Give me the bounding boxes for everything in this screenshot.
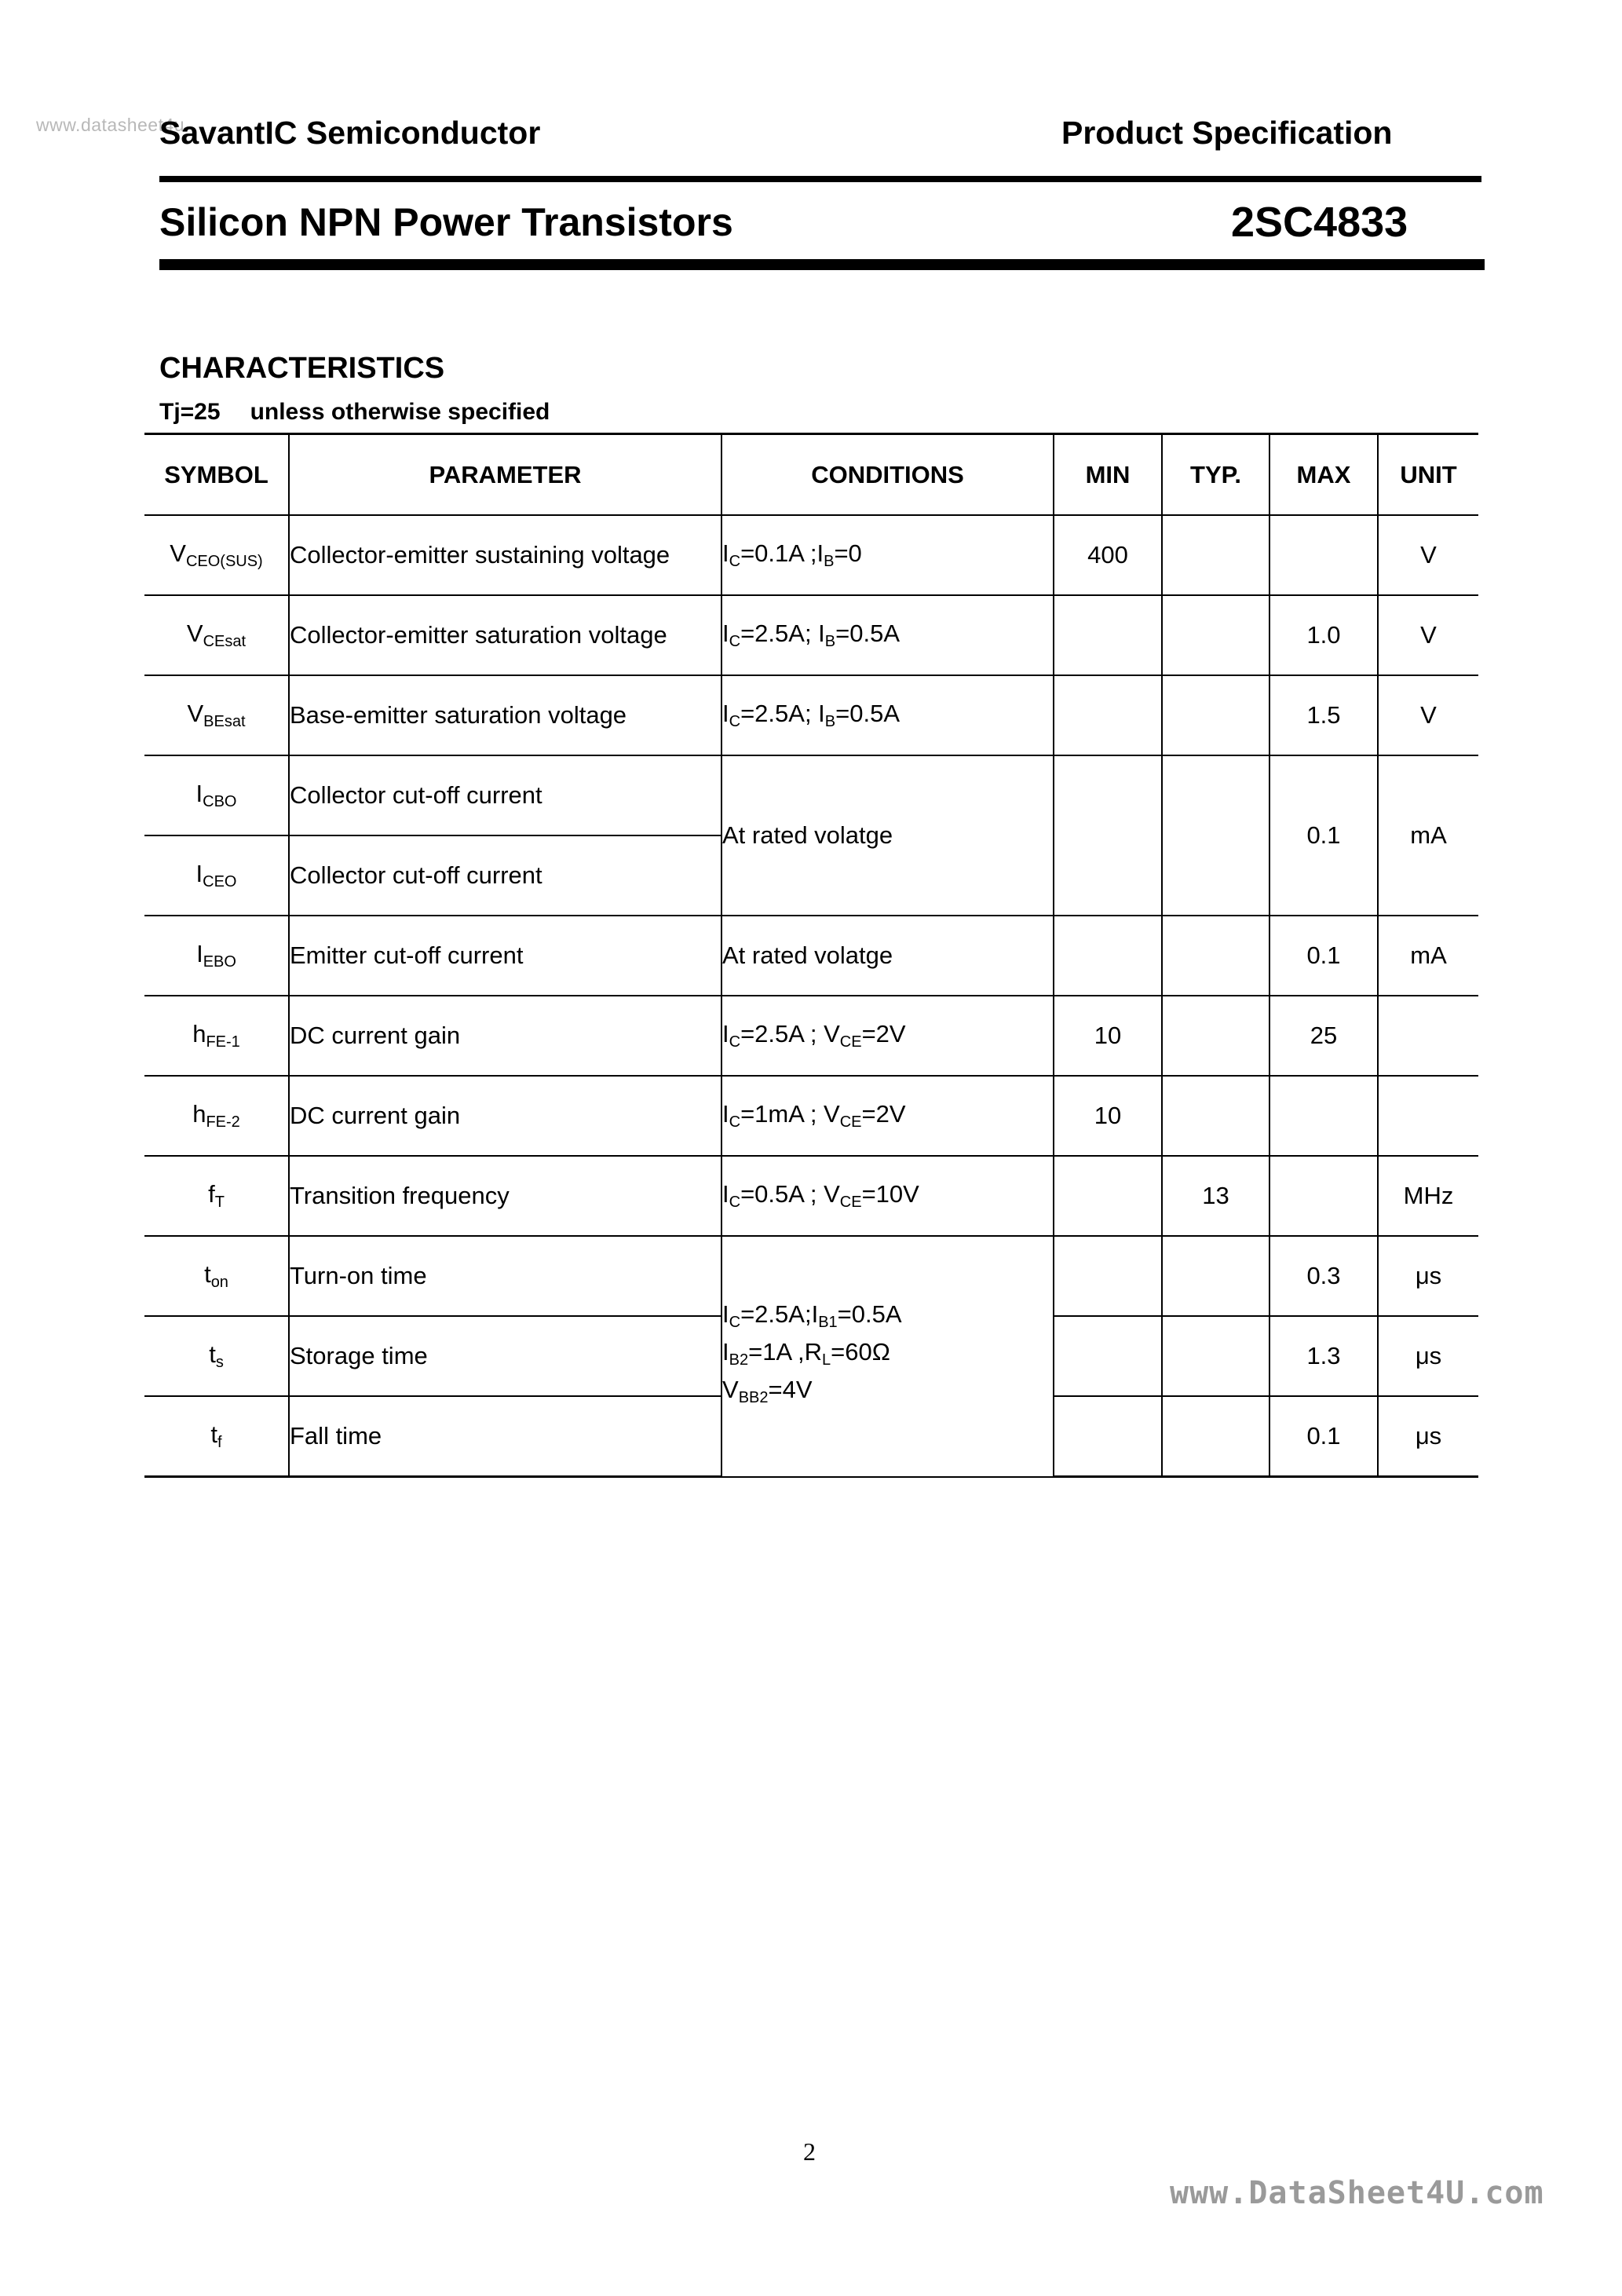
unit-cell: mA — [1378, 916, 1478, 996]
switching-condition-line-2: $I_{B2}=1A$ $,R_L=60\Omega$ — [722, 1338, 890, 1369]
characteristics-table — [144, 433, 1478, 1478]
conditions-cell: At rated volatge — [721, 916, 1054, 996]
parameter-cell: Storage time — [289, 1316, 721, 1396]
unit-cell: V — [1378, 515, 1478, 595]
symbol-cell: $h_{FE-2}$ — [144, 1076, 289, 1156]
typ-cell — [1162, 515, 1269, 595]
parameter-cell: Turn-on time — [289, 1236, 721, 1316]
header-symbol: SYMBOL — [144, 434, 289, 516]
symbol-cell: $V_{CEO(SUS)}$ — [144, 515, 289, 595]
conditions-cell: $I_C=1mA$ ; $V_{CE}=2V$ — [721, 1076, 1054, 1156]
unit-cell — [1378, 1076, 1478, 1156]
max-cell: 1.3 — [1269, 1316, 1378, 1396]
part-number: 2SC4833 — [1231, 199, 1408, 246]
symbol-cell: $t_f$ — [144, 1396, 289, 1477]
parameter-cell: Base-emitter saturation voltage — [289, 675, 721, 755]
max-cell: 0.1 — [1269, 755, 1378, 916]
symbol-cell: $I_{EBO}$ — [144, 916, 289, 996]
conditions-cell: $I_C=2.5A$; $I_B=0.5A$ — [721, 675, 1054, 755]
min-cell: 10 — [1054, 996, 1162, 1076]
conditions-cell: $I_C=2.5A$ ; $V_{CE}=2V$ — [721, 996, 1054, 1076]
parameter-cell: Collector cut-off current — [289, 835, 721, 916]
symbol-cell: $V_{BEsat}$ — [144, 675, 289, 755]
min-cell — [1054, 755, 1162, 916]
typ-cell — [1162, 1236, 1269, 1316]
min-cell — [1054, 1396, 1162, 1477]
max-cell — [1269, 1076, 1378, 1156]
conditions-cell: $I_C=2.5A$; $I_B=0.5A$ — [721, 595, 1054, 675]
header-max: MAX — [1269, 434, 1378, 516]
unit-cell: V — [1378, 595, 1478, 675]
min-cell — [1054, 916, 1162, 996]
unit-cell: μs — [1378, 1396, 1478, 1477]
condition-note: unless otherwise specified — [250, 399, 550, 425]
header-conditions: CONDITIONS — [721, 434, 1054, 516]
table-row — [144, 916, 1478, 996]
typ-cell — [1162, 1396, 1269, 1477]
company-name: SavantIC Semiconductor — [159, 115, 541, 151]
max-cell — [1269, 1156, 1378, 1236]
table-row — [144, 675, 1478, 755]
watermark-top: www.datasheet4u — [36, 115, 185, 135]
table-row — [144, 515, 1478, 595]
typ-cell — [1162, 675, 1269, 755]
switching-condition-line-1: $I_C=2.5A;I_{B1}=0.5A$ — [722, 1300, 902, 1332]
max-cell: 1.0 — [1269, 595, 1378, 675]
unit-cell: μs — [1378, 1236, 1478, 1316]
typ-cell — [1162, 755, 1269, 916]
conditions-cell: $I_C=0.1A$ $;I_B=0$ — [721, 515, 1054, 595]
typ-cell — [1162, 1076, 1269, 1156]
parameter-cell: Fall time — [289, 1396, 721, 1477]
typ-cell: 13 — [1162, 1156, 1269, 1236]
min-cell — [1054, 1316, 1162, 1396]
conditions-cell: At rated volatge — [721, 755, 1054, 916]
max-cell: 1.5 — [1269, 675, 1378, 755]
max-cell: 0.3 — [1269, 1236, 1378, 1316]
unit-cell: μs — [1378, 1316, 1478, 1396]
typ-cell — [1162, 916, 1269, 996]
parameter-cell: DC current gain — [289, 1076, 721, 1156]
test-condition — [159, 399, 579, 426]
parameter-cell: Transition frequency — [289, 1156, 721, 1236]
page-number: 2 — [803, 2137, 816, 2166]
unit-cell: MHz — [1378, 1156, 1478, 1236]
symbol-cell: $V_{CEsat}$ — [144, 595, 289, 675]
title-rule — [159, 259, 1485, 270]
page-title: Silicon NPN Power Transistors — [159, 200, 733, 244]
parameter-cell: Collector-emitter saturation voltage — [289, 595, 721, 675]
unit-cell: mA — [1378, 755, 1478, 916]
symbol-cell: $f_T$ — [144, 1156, 289, 1236]
min-cell — [1054, 675, 1162, 755]
table-row — [144, 595, 1478, 675]
table-row — [144, 996, 1478, 1076]
doc-type: Product Specification — [1061, 115, 1393, 151]
unit-cell: V — [1378, 675, 1478, 755]
max-cell: 25 — [1269, 996, 1378, 1076]
parameter-cell: Emitter cut-off current — [289, 916, 721, 996]
symbol-cell: $I_{CEO}$ — [144, 835, 289, 916]
switching-condition-line-3: $V_{BB2}=4V$ — [722, 1376, 813, 1407]
parameter-cell: DC current gain — [289, 996, 721, 1076]
header-unit: UNIT — [1378, 434, 1478, 516]
condition-temp: Tj=25 — [159, 399, 221, 425]
typ-cell — [1162, 595, 1269, 675]
min-cell — [1054, 595, 1162, 675]
header-typ: TYP. — [1162, 434, 1269, 516]
symbol-cell: $t_s$ — [144, 1316, 289, 1396]
symbol-cell: $t_{on}$ — [144, 1236, 289, 1316]
symbol-cell: $I_{CBO}$ — [144, 755, 289, 835]
watermark-bottom: www.DataSheet4U.com — [1170, 2175, 1544, 2211]
max-cell: 0.1 — [1269, 1396, 1378, 1477]
max-cell: 0.1 — [1269, 916, 1378, 996]
min-cell: 400 — [1054, 515, 1162, 595]
header-parameter: PARAMETER — [289, 434, 721, 516]
table-header-row — [144, 434, 1478, 516]
min-cell — [1054, 1236, 1162, 1316]
table-row — [144, 1156, 1478, 1236]
conditions-cell — [721, 1236, 1054, 1477]
table-row — [144, 1076, 1478, 1156]
header-min: MIN — [1054, 434, 1162, 516]
header-rule — [159, 176, 1481, 182]
parameter-cell: Collector-emitter sustaining voltage — [289, 515, 721, 595]
section-heading: CHARACTERISTICS — [159, 352, 445, 385]
table-row — [144, 755, 1478, 835]
parameter-cell: Collector cut-off current — [289, 755, 721, 835]
max-cell — [1269, 515, 1378, 595]
min-cell — [1054, 1156, 1162, 1236]
table-row — [144, 1236, 1478, 1316]
conditions-cell: $I_C=0.5A$ ; $V_{CE}=10V$ — [721, 1156, 1054, 1236]
typ-cell — [1162, 996, 1269, 1076]
symbol-cell: $h_{FE-1}$ — [144, 996, 289, 1076]
min-cell: 10 — [1054, 1076, 1162, 1156]
typ-cell — [1162, 1316, 1269, 1396]
unit-cell — [1378, 996, 1478, 1076]
